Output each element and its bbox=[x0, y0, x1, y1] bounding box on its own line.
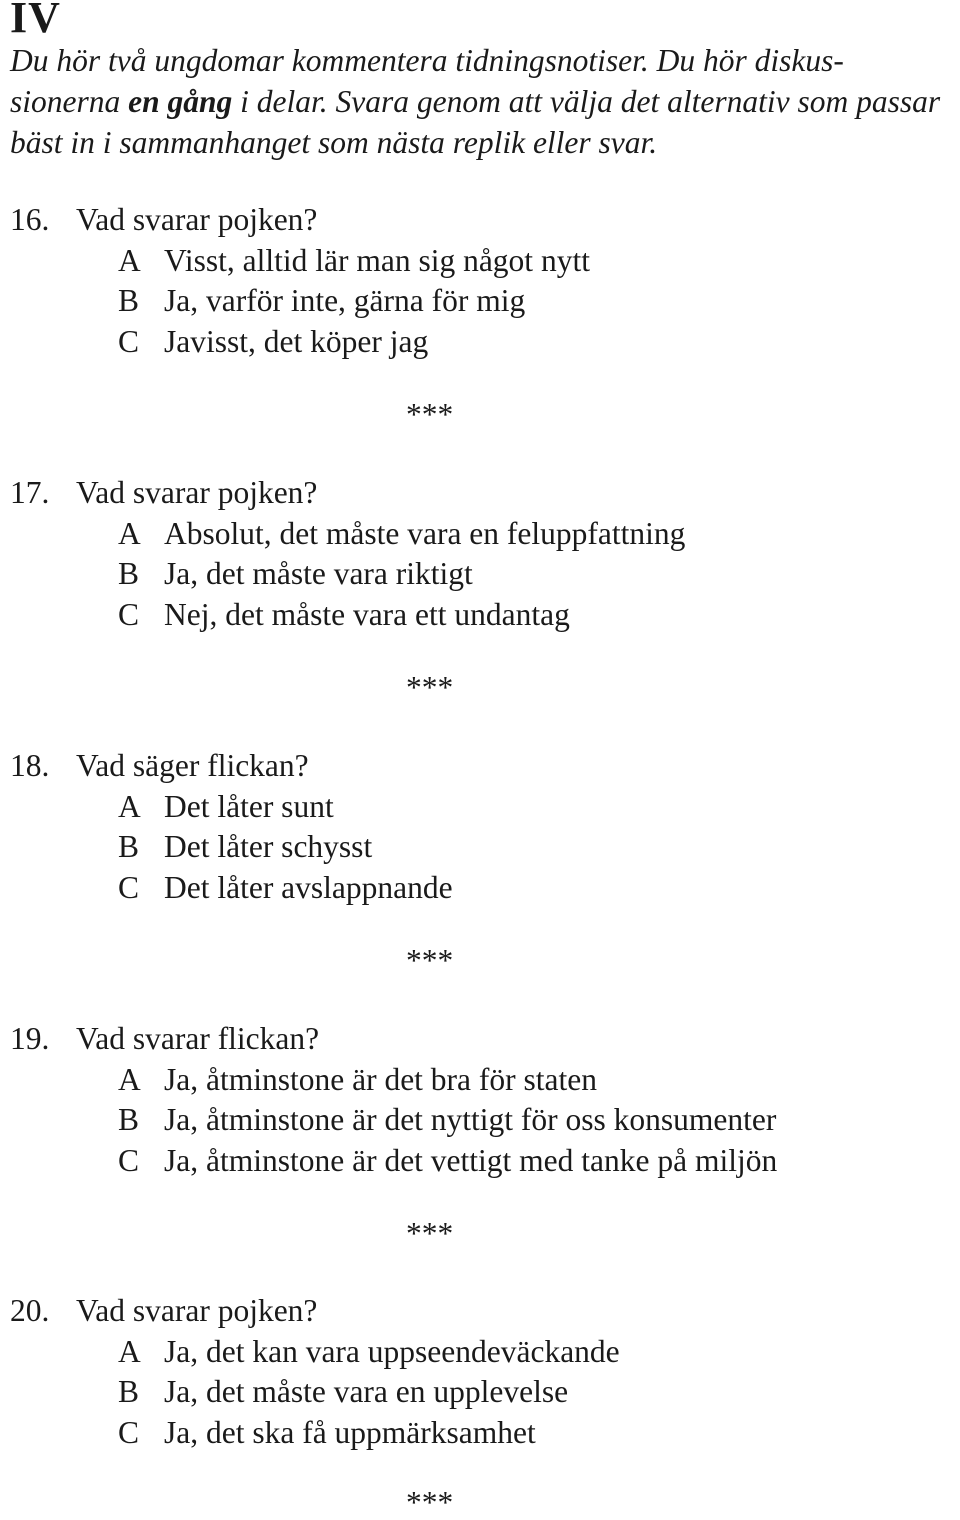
option-c[interactable] bbox=[10, 1413, 950, 1454]
option-letter: A bbox=[118, 788, 141, 824]
separator: *** bbox=[406, 1216, 454, 1251]
option-text: Absolut, det måste vara en feluppfattning bbox=[164, 515, 686, 551]
option-a[interactable] bbox=[10, 1332, 950, 1373]
option-b[interactable] bbox=[10, 1372, 950, 1413]
question-20 bbox=[10, 1291, 950, 1453]
question-number: 20. bbox=[10, 1293, 50, 1328]
separator: *** bbox=[406, 943, 454, 978]
option-text: Visst, alltid lär man sig något nytt bbox=[164, 242, 590, 278]
option-text: Ja, det kan vara uppseendeväckande bbox=[164, 1333, 620, 1369]
option-letter: B bbox=[118, 1374, 140, 1409]
option-c[interactable] bbox=[10, 595, 950, 636]
question-number: 17. bbox=[10, 475, 50, 510]
question-header bbox=[10, 200, 950, 241]
option-text: Ja, åtminstone är det bra för staten bbox=[164, 1061, 597, 1097]
option-text: Javisst, det köper jag bbox=[164, 323, 429, 359]
question-prompt: Vad svarar pojken? bbox=[76, 1293, 318, 1328]
option-b[interactable] bbox=[10, 554, 950, 595]
instructions-text-end: i delar. Svara genom att välja det alternativ som passar bäst in i sammanhanget som nästa replik eller svar. bbox=[10, 84, 941, 160]
option-letter: A bbox=[118, 1333, 141, 1369]
separator: *** bbox=[406, 1485, 454, 1520]
option-text: Ja, det måste vara en upplevelse bbox=[164, 1374, 569, 1409]
option-letter: A bbox=[118, 242, 141, 278]
instructions-emphasis: en gång bbox=[128, 84, 233, 119]
option-a[interactable] bbox=[10, 1060, 950, 1101]
question-18 bbox=[10, 746, 950, 908]
option-letter: A bbox=[118, 515, 141, 551]
question-header bbox=[10, 473, 950, 514]
separator: *** bbox=[406, 397, 454, 432]
option-letter: C bbox=[118, 596, 140, 632]
option-letter: C bbox=[118, 323, 140, 359]
question-header bbox=[10, 1291, 950, 1332]
option-a[interactable] bbox=[10, 787, 950, 828]
option-b[interactable] bbox=[10, 1100, 950, 1141]
question-prompt: Vad svarar pojken? bbox=[76, 475, 318, 510]
option-c[interactable] bbox=[10, 322, 950, 363]
option-b[interactable] bbox=[10, 827, 950, 868]
option-text: Ja, varför inte, gärna för mig bbox=[164, 283, 526, 318]
option-letter: B bbox=[118, 1102, 140, 1137]
option-letter: B bbox=[118, 829, 140, 864]
option-a[interactable] bbox=[10, 514, 950, 555]
option-c[interactable] bbox=[10, 868, 950, 909]
option-c[interactable] bbox=[10, 1141, 950, 1182]
question-16 bbox=[10, 200, 950, 362]
option-text: Det låter schysst bbox=[164, 829, 373, 864]
option-a[interactable] bbox=[10, 241, 950, 282]
separator: *** bbox=[406, 670, 454, 705]
option-text: Ja, det ska få uppmärksamhet bbox=[164, 1414, 536, 1450]
option-text: Ja, åtminstone är det vettigt med tanke på miljön bbox=[164, 1142, 778, 1178]
question-19 bbox=[10, 1019, 950, 1181]
option-letter: B bbox=[118, 556, 140, 591]
question-prompt: Vad svarar flickan? bbox=[76, 1021, 320, 1056]
option-letter: C bbox=[118, 1142, 140, 1178]
instructions bbox=[10, 40, 950, 163]
question-number: 18. bbox=[10, 748, 50, 783]
option-b[interactable] bbox=[10, 281, 950, 322]
option-text: Nej, det måste vara ett undantag bbox=[164, 596, 570, 632]
option-letter: B bbox=[118, 283, 140, 318]
instructions-text: Du hör två ungdomar kommentera tidningsnotiser. Du hör diskus-sionerna bbox=[10, 43, 844, 119]
option-letter: C bbox=[118, 869, 140, 905]
question-17 bbox=[10, 473, 950, 635]
question-header bbox=[10, 746, 950, 787]
question-number: 16. bbox=[10, 202, 50, 237]
option-text: Ja, åtminstone är det nyttigt för oss konsumenter bbox=[164, 1102, 777, 1137]
question-header bbox=[10, 1019, 950, 1060]
option-text: Det låter avslappnande bbox=[164, 869, 453, 905]
question-prompt: Vad svarar pojken? bbox=[76, 202, 318, 237]
option-letter: A bbox=[118, 1061, 141, 1097]
option-text: Ja, det måste vara riktigt bbox=[164, 556, 473, 591]
question-number: 19. bbox=[10, 1021, 50, 1056]
option-letter: C bbox=[118, 1414, 140, 1450]
section-heading: IV bbox=[10, 0, 61, 42]
question-prompt: Vad säger flickan? bbox=[76, 748, 309, 783]
option-text: Det låter sunt bbox=[164, 788, 334, 824]
